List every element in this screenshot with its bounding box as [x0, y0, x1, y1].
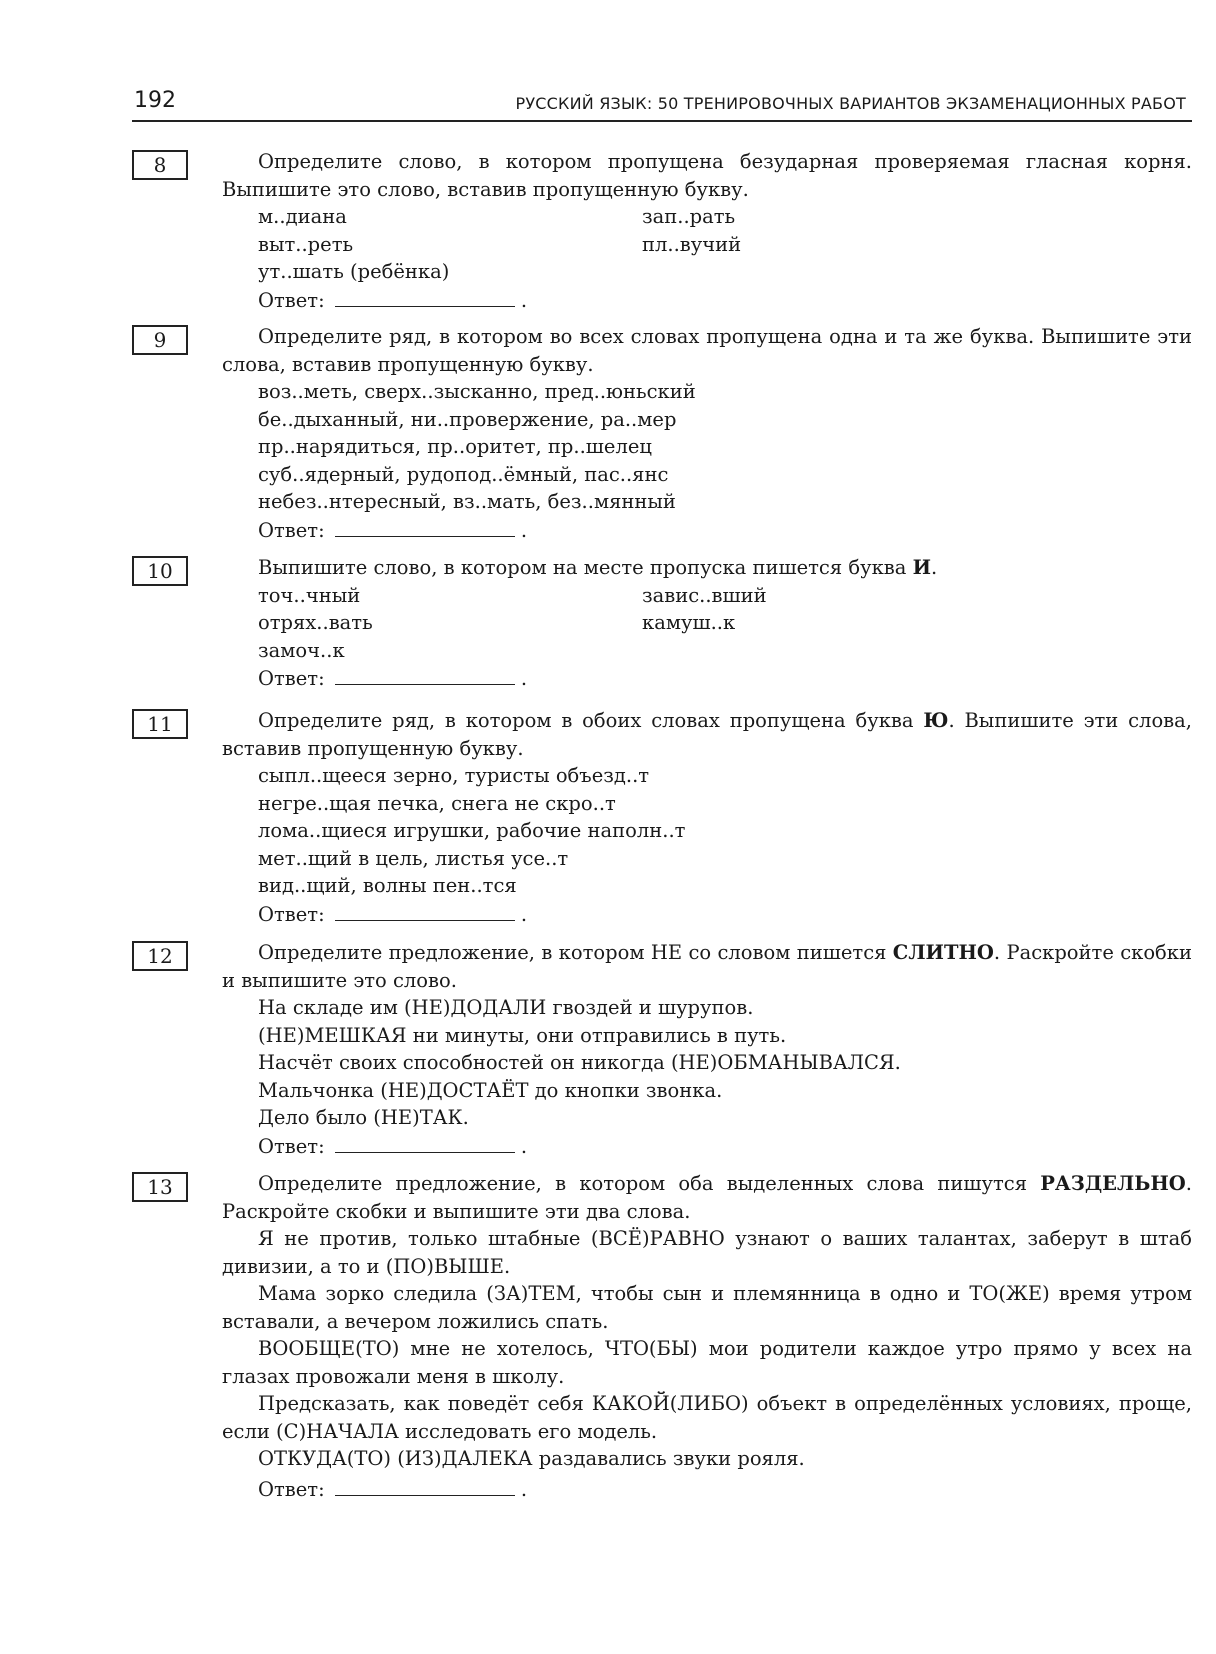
instruction-text: Определите ряд, в котором в обоих словах пропущена буква: [258, 709, 924, 732]
option: пл..вучий: [642, 232, 742, 256]
option-line: Насчёт своих способностей он никогда (НЕ)ОБМАНЫВАЛСЯ.: [258, 1051, 901, 1074]
task-number: 11: [132, 709, 188, 739]
answer-field[interactable]: [335, 1475, 515, 1496]
answer-field[interactable]: [335, 286, 515, 307]
option-line: На складе им (НЕ)ДОДАЛИ гвоздей и шурупов.: [258, 996, 754, 1019]
answer-field[interactable]: [335, 1132, 515, 1153]
answer-label: Ответ:: [258, 902, 325, 926]
option-line: лома..щиеся игрушки, рабочие наполн..т: [258, 819, 686, 842]
task-number: 8: [132, 150, 188, 180]
answer-label: Ответ:: [258, 1134, 325, 1158]
instruction-text: Определите предложение, в котором НЕ со словом пишется: [258, 941, 893, 964]
answer-line: [258, 516, 1192, 545]
option: точ..чный: [258, 583, 361, 607]
page-number: 192: [134, 88, 176, 113]
instruction-text: . Выпишите эти слова, вставив пропущенную букву.: [222, 709, 1192, 760]
answer-field[interactable]: [335, 516, 515, 537]
option-line: сыпл..щееся зерно, туристы объезд..т: [258, 764, 650, 787]
options: [258, 203, 1192, 286]
answer-line: [258, 900, 1192, 929]
task-number: 13: [132, 1172, 188, 1202]
answer-field[interactable]: [335, 900, 515, 921]
task-11: [132, 707, 1192, 928]
task-instruction: [222, 707, 1192, 762]
answer-end: .: [520, 667, 528, 690]
instruction-bold: РАЗДЕЛЬНО: [1040, 1172, 1186, 1195]
answer-line: [258, 1132, 1192, 1161]
option-line: мет..щий в цель, листья усе..т: [258, 846, 569, 870]
option-line: (НЕ)МЕШКАЯ ни минуты, они отправились в путь.: [258, 1023, 787, 1047]
task-instruction: Определите слово, в котором пропущена безударная проверяемая гласная корня. Выпишите это слово, вставив пропущенную букву.: [222, 150, 1192, 201]
option-sentence: ВООБЩЕ(ТО) мне не хотелось, ЧТО(БЫ) мои родители каждое утро прямо у всех на глазах провожали меня в школу.: [222, 1337, 1192, 1388]
task-12: [132, 939, 1192, 1160]
task-9: [132, 323, 1192, 544]
task-number: 10: [132, 556, 188, 586]
instruction-bold: СЛИТНО: [892, 941, 994, 964]
option-line: бе..дыханный, ни..провержение, ра..мер: [258, 407, 677, 431]
option-line: суб..ядерный, рудопод..ёмный, пас..янс: [258, 462, 669, 486]
option-sentence: Мама зорко следила (ЗА)ТЕМ, чтобы сын и племянница в одно и ТО(ЖЕ) время утром вставали, а вечером ложились спать.: [222, 1282, 1192, 1333]
instruction-text: . Раскройте скобки и выпишите это слово.: [222, 941, 1192, 992]
option: ут..шать (ребёнка): [258, 260, 450, 283]
instruction-text: Определите предложение, в котором оба выделенных слова пишутся: [258, 1172, 1041, 1195]
answer-label: Ответ:: [258, 1477, 325, 1501]
answer-line: [258, 664, 1192, 693]
task-number: 9: [132, 325, 188, 355]
answer-end: .: [520, 1477, 528, 1501]
answer-label: Ответ:: [258, 518, 325, 542]
answer-line: [258, 286, 1192, 315]
answer-end: .: [520, 1134, 528, 1158]
task-instruction: [222, 939, 1192, 994]
instruction-text: .: [931, 556, 938, 579]
task-instruction: [222, 554, 1192, 582]
option-sentence: Я не против, только штабные (ВСЁ)РАВНО узнают о ваших талантах, заберут в штаб дивизии, а то и (ПО)ВЫШЕ.: [222, 1227, 1192, 1278]
page-header: [132, 84, 1192, 122]
option-line: негре..щая печка, снега не скро..т: [258, 791, 616, 815]
answer-label: Ответ:: [258, 288, 325, 312]
option: м..диана: [258, 205, 347, 228]
option-sentence: Предсказать, как поведёт себя КАКОЙ(ЛИБО) объект в определённых условиях, проще, если (С)НАЧАЛА исследовать его модель.: [222, 1392, 1192, 1443]
instruction-text: Выпишите слово, в котором на месте пропуска пишется буква: [258, 556, 913, 579]
task-number: 12: [132, 941, 188, 971]
option: выт..реть: [258, 232, 354, 256]
task-instruction: Определите ряд, в котором во всех словах пропущена одна и та же буква. Выпишите эти слова, вставив пропущенную букву.: [222, 325, 1192, 376]
answer-end: .: [520, 902, 528, 926]
option: завис..вший: [642, 583, 767, 607]
option: отрях..вать: [258, 611, 373, 634]
option-line: воз..меть, сверх..зысканно, пред..юньский: [258, 380, 696, 403]
option-line: небез..нтересный, вз..мать, без..мянный: [258, 490, 676, 513]
option-line: Дело было (НЕ)ТАК.: [258, 1106, 469, 1129]
option: замоч..к: [258, 638, 345, 662]
book-title: РУССКИЙ ЯЗЫК: 50 ТРЕНИРОВОЧНЫХ ВАРИАНТОВ ЭКЗАМЕНАЦИОННЫХ РАБОТ: [515, 94, 1186, 113]
answer-field[interactable]: [335, 664, 515, 685]
option-sentence: ОТКУДА(ТО) (ИЗ)ДАЛЕКА раздавались звуки рояля.: [258, 1447, 805, 1470]
instruction-text: . Раскройте скобки и выпишите эти два слова.: [222, 1172, 1192, 1223]
options: [258, 582, 1192, 665]
answer-end: .: [520, 518, 528, 542]
instruction-bold: И: [912, 556, 931, 579]
task-8: [132, 148, 1192, 314]
task-instruction: [222, 1170, 1192, 1225]
option-line: Мальчонка (НЕ)ДОСТАЁТ до кнопки звонка.: [258, 1078, 723, 1102]
task-13: [132, 1170, 1192, 1503]
option-line: пр..нарядиться, пр..оритет, пр..шелец: [258, 435, 652, 458]
option: камуш..к: [642, 611, 736, 634]
task-10: [132, 554, 1192, 693]
answer-end: .: [520, 288, 528, 312]
option-line: вид..щий, волны пен..тся: [258, 874, 517, 897]
option: зап..рать: [642, 205, 736, 228]
instruction-bold: Ю: [923, 709, 949, 732]
answer-label: Ответ:: [258, 667, 325, 690]
answer-line: [258, 1475, 1192, 1504]
